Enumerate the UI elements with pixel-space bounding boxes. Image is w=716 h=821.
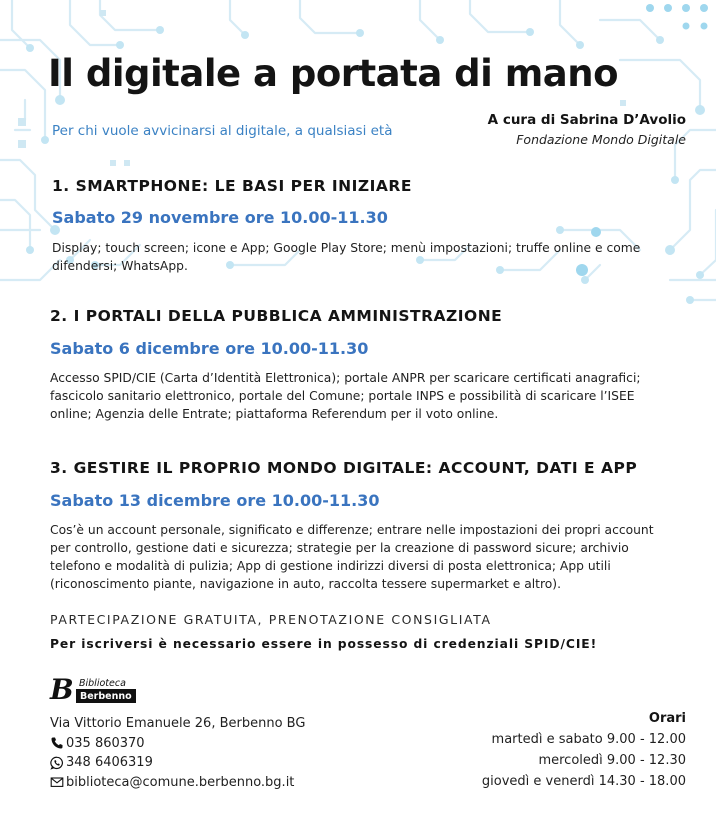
logo-line-2: Berbenno: [76, 690, 136, 703]
page-subtitle: Per chi vuole avvicinarsi al digitale, a qualsiasi età: [52, 123, 393, 139]
logo-labels: [76, 678, 136, 703]
whatsapp-number[interactable]: 348 6406319: [66, 755, 153, 770]
logo-mark: B: [50, 673, 74, 706]
section-title: 3. GESTIRE IL PROPRIO MONDO DIGITALE: ACCOUNT, DATI E APP: [50, 459, 638, 477]
whatsapp-icon: [50, 756, 64, 770]
section-date: Sabato 29 novembre ore 10.00-11.30: [52, 208, 388, 227]
section-description: Display; touch screen; icone e App; Google Play Store; menù impostazioni; truffe online e come difendersi; WhatsApp.: [52, 241, 641, 273]
section-date: Sabato 13 dicembre ore 10.00-11.30: [50, 491, 380, 510]
section-3: [50, 459, 670, 593]
section-description: Accesso SPID/CIE (Carta d’Identità Elettronica); portale ANPR per scaricare certificati anagrafici; fascicolo sanitario elettronico, portale del Comune; portale INPS e possibilità di scaricare l’ISEE online; Agenzia delle Entrate; piattaforma Referendum per il voto online.: [50, 371, 641, 421]
curator-organization: Fondazione Mondo Digitale: [516, 132, 686, 147]
contact-block: [50, 714, 305, 792]
section-title: 2. I PORTALI DELLA PUBBLICA AMMINISTRAZIONE: [50, 307, 503, 325]
registration-requirement: Per iscriversi è necessario essere in possesso di credenziali SPID/CIE!: [50, 637, 598, 651]
section-description: Cos’è un account personale, significato e differenze; entrare nelle impostazioni dei propri account per controllo, gestione dati e sicurezza; strategie per la creazione di password sicure; archivio telefono e modalità di pulizia; App di gestione indirizzi diversi di posta elettronica; App utili (riconoscimento piante, navigazione in auto, raccolta tessere supermarket e altro).: [50, 523, 654, 591]
phone-line: [50, 734, 305, 754]
hours-title: Orari: [648, 711, 686, 726]
hours-row: martedì e sabato 9.00 - 12.00: [491, 732, 686, 747]
section-1: [52, 177, 672, 275]
phone-icon: [50, 736, 64, 750]
address: Via Vittorio Emanuele 26, Berbenno BG: [50, 716, 306, 731]
section-date: Sabato 6 dicembre ore 10.00-11.30: [50, 339, 369, 358]
hours-row: mercoledì 9.00 - 12.30: [538, 753, 686, 768]
curator-name: A cura di Sabrina D’Avolio: [487, 112, 686, 128]
logo-line-1: Biblioteca: [76, 678, 136, 690]
section-title: 1. SMARTPHONE: LE BASI PER INIZIARE: [52, 177, 412, 195]
mail-icon: [50, 775, 64, 789]
library-logo: [50, 673, 136, 706]
phone-number[interactable]: 035 860370: [66, 735, 145, 751]
address-line: [50, 714, 305, 734]
curator-block: [488, 112, 686, 147]
page-title: Il digitale a portata di mano: [48, 52, 619, 95]
participation-notice: PARTECIPAZIONE GRATUITA, PRENOTAZIONE CONSIGLIATA: [50, 612, 492, 627]
opening-hours: [482, 708, 686, 792]
email-address[interactable]: biblioteca@comune.berbenno.bg.it: [66, 774, 295, 790]
email-line: [50, 773, 305, 793]
section-2: [50, 307, 670, 423]
whatsapp-line: [50, 753, 305, 773]
hours-row: giovedì e venerdì 14.30 - 18.00: [481, 774, 686, 789]
